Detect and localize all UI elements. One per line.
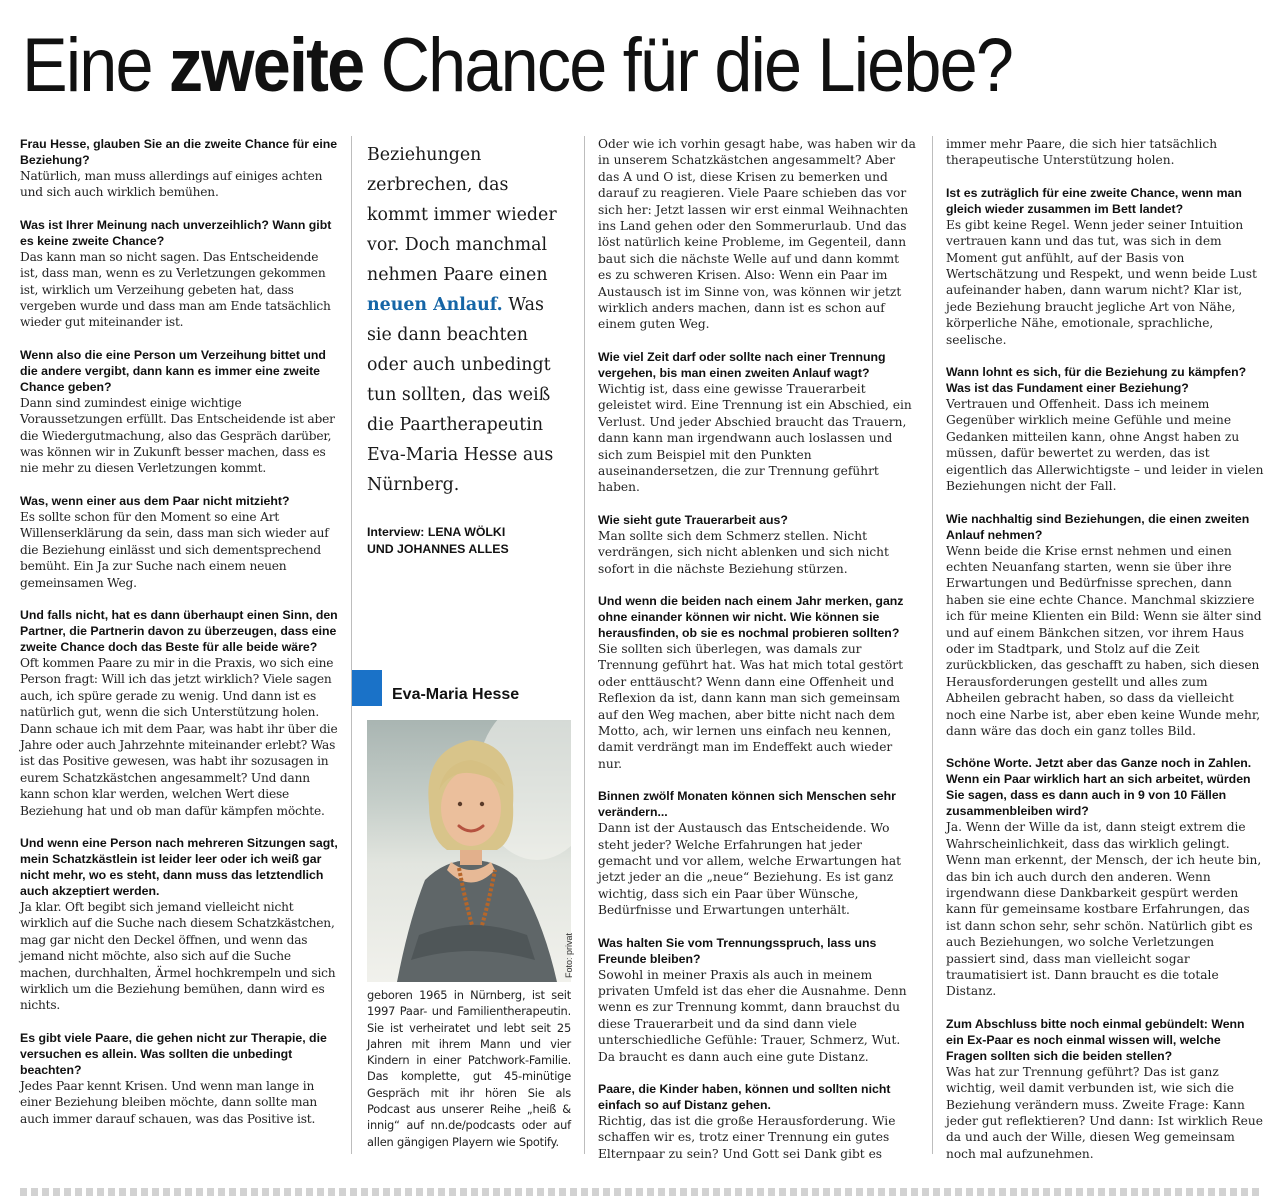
column-divider: [584, 136, 585, 1154]
interview-question: Was ist Ihrer Meinung nach unverzeihlich? Wann gibt es keine zweite Chance?: [20, 217, 332, 248]
interview-answer: Sie sollten sich überlegen, was damals zur Trennung geführt hat. Was hat mich total gestört oder enttäuscht? Wenn dann eine Offenheit und Reflexion da ist, dann kann man sich gemeinsam auf den Weg machen, aber bitte nicht nach dem Motto, ach, wir lernen uns einfach neu kennen, damit verdrängt man im Endeffekt auch wieder nur.: [598, 641, 903, 771]
headline: [22, 18, 1138, 114]
interview-question: Wenn also die eine Person um Verzeihung bittet und die andere vergibt, dann kann es immer eine zweite Chance geben?: [20, 347, 326, 394]
interview-answer: Wenn beide die Krise ernst nehmen und einen echten Neuanfang starten, wenn sie über ihre Erwartungen und Bedürfnisse sprechen, dann haben sie eine echte Chance. Manchmal skizziere ich für meine Klienten ein Bild: Wenn sie älter sind und auf einem Bänkchen sitzen, vor ihrem Haus oder im Stadtpark, und Stolz auf die Zeit zurückblicken, das geschafft zu haben, sich diesen Herausforderungen gestellt und alles zum Abheilen gebracht haben, so dass da vielleicht noch eine Narbe ist, aber eben keine Wunde mehr, dann wäre das doch ein ganz tolles Bild.: [946, 543, 1262, 738]
photo-credit: Foto: privat: [564, 932, 574, 978]
article-column-3: [598, 136, 916, 1178]
credit-line-2: UND JOHANNES ALLES: [367, 542, 509, 556]
interview-question: Und falls nicht, hat es dann überhaupt einen Sinn, den Partner, die Partnerin davon zu überzeugen, dass eine zweite Chance doch das Beste für alle beide wäre?: [20, 607, 338, 654]
credit-line-1: Interview: LENA WÖLKI: [367, 525, 506, 539]
cut-off-text-line: [20, 1188, 1260, 1196]
interview-answer: Man sollte sich dem Schmerz stellen. Nicht verdrängen, sich nicht ablenken und sich nicht sofort in die nächste Beziehung stürzen.: [598, 528, 889, 576]
interview-question: Es gibt viele Paare, die gehen nicht zur Therapie, die versuchen es allein. Was sollten die unbedingt beachten?: [20, 1030, 327, 1077]
interview-question: Paare, die Kinder haben, können und sollten nicht einfach so auf Distanz gehen.: [598, 1082, 891, 1113]
interview-answer: Richtig, das ist die große Herausforderung. Wie schaffen wir es, trotz einer Trennung ein gutes Elternpaar zu sein? Und Gott sei Dank gibt es: [598, 1114, 896, 1161]
interview-question: Was, wenn einer aus dem Paar nicht mitzieht?: [20, 493, 290, 508]
portrait-illustration: [367, 720, 571, 982]
interview-answer: Sowohl in meiner Praxis als auch in meinem privaten Umfeld ist das eher die Ausnahme. Denn wenn es zur Trennung kommt, dann brauchst du diese Trauerarbeit und da sind dann viele unterschiedliche Gefühle: Trauer, Schmerz, Wut. Da braucht es dann auch eine gute Distanz.: [598, 967, 907, 1064]
column-divider: [932, 136, 933, 1154]
intro-text-end: Was sie dann beachten oder auch unbedingt tun sollten, das weiß die Paartherapeutin Eva-Maria Hesse aus Nürnberg.: [367, 295, 554, 495]
interview-answer: Oder wie ich vorhin gesagt habe, was haben wir da in unserem Schatzkästchen angesammelt? Aber das A und O ist, diese Krisen zu bemerken und darauf zu reagieren. Viele Paare schieben das vor sich her: Jetzt lassen wir erst einmal Weihnachten ins Land gehen oder den Sommerurlaub. Und das löst natürlich keine Probleme, im Gegenteil, dann baut sich die nächste Welle auf und dann kommt es zu schweren Krisen. Also: Wenn ein Paar im Austausch ist im Sinne von, was können wir jetzt wirklich anders machen, dann ist es schon auf einem guten Weg.: [598, 137, 916, 332]
intro-text-start: Beziehungen zerbrechen, das kommt immer wieder vor. Doch manchmal nehmen Paare einen: [367, 145, 557, 285]
interview-question: Schöne Worte. Jetzt aber das Ganze noch in Zahlen. Wenn ein Paar wirklich hart an sich arbeitet, würden Sie sagen, dass es dann auch in 9 von 10 Fällen zusammenbleiben wird?: [946, 756, 1252, 819]
interview-question: Wann lohnt es sich, für die Beziehung zu kämpfen? Was ist das Fundament einer Beziehung?: [946, 365, 1247, 396]
interview-answer: Natürlich, man muss allerdings auf einiges achten und sich auch wirklich bemühen.: [20, 169, 323, 200]
interview-question: Wie sieht gute Trauerarbeit aus?: [598, 512, 788, 527]
intro-teaser: [367, 140, 572, 500]
interview-question: Zum Abschluss bitte noch einmal gebündelt: Wenn ein Ex-Paar es noch einmal wissen will, welche Fragen sollten sich die beiden stellen?: [946, 1016, 1245, 1063]
profile-name: Eva-Maria Hesse: [392, 686, 520, 703]
interview-question: Binnen zwölf Monaten können sich Menschen sehr verändern...: [598, 789, 896, 820]
interview-answer: Es gibt keine Regel. Wenn jeder seiner Intuition vertrauen kann und das tut, was sich in dem Moment gut anfühlt, auf der Basis von Wertschätzung und Respekt, und wenn beide Lust aufeinander haben, dann warum nicht? Klar ist, jede Beziehung braucht jegliche Art von Nähe, körperliche Nähe, emotionale, sprachliche, seelische.: [946, 217, 1257, 347]
accent-marker: [352, 670, 382, 706]
portrait-photo: [367, 720, 571, 982]
interview-answer: Ja. Wenn der Wille da ist, dann steigt extrem die Wahrscheinlichkeit, dass das wirklich gelingt. Wenn man erkennt, der Mensch, der ich heute bin, das bin ich auch durch den anderen. Wenn irgendwann diese Dankbarkeit gespürt werden kann für gemeinsame kostbare Erfahrungen, das ist dann schon sehr, sehr schön. Natürlich gibt es auch Beziehungen, wo solche Verletzungen passiert sind, dass man vielleicht sogar traumatisiert ist. Dann braucht es die totale Distanz.: [946, 820, 1262, 999]
interview-answer: Vertrauen und Offenheit. Dass ich meinem Gegenüber wirklich meine Gefühle und meine Gedanken mitteilen kann, ohne Angst haben zu müssen, dafür bewertet zu werden, das ist eigentlich das Allerwichtigste – und leider in vielen Beziehungen nicht der Fall.: [946, 397, 1264, 494]
profile-bio: geboren 1965 in Nürnberg, ist seit 1997 Paar- und Familientherapeutin. Sie ist verheiratet und lebt seit 25 Jahren mit ihrem Mann und vier Kindern in einer Patchwork-Familie. Das komplette, gut 45-minütige Gespräch mit ihr hören Sie als Podcast aus unserer Reihe „heiß & innig“ auf nn.de/podcasts oder auf allen gängigen Playern wie Spotify.: [367, 988, 571, 1149]
interview-credit: [367, 524, 572, 558]
interview-answer: Ja klar. Oft begibt sich jemand vielleicht nicht wirklich auf die Suche nach diesem Schatzkästchen, mag gar nicht den Deckel öffnen, und wenn das jemand nicht möchte, also sich auf die Suche machen, durchhalten, Ärmel hochkrempeln und sich wirklich um die Beziehung bemühen, dann wird es nichts.: [20, 899, 336, 1013]
interview-question: Was halten Sie vom Trennungsspruch, lass uns Freunde bleiben?: [598, 935, 877, 966]
interview-answer: Wichtig ist, dass eine gewisse Trauerarbeit geleistet wird. Eine Trennung ist ein Abschied, ein Verlust. Und jeder Abschied braucht das Trauern, dann kann man irgendwann auch loslassen und sich zum Beispiel mit den Punkten auseinandersetzen, die zur Trennung geführt haben.: [598, 381, 912, 495]
interview-question: Und wenn die beiden nach einem Jahr merken, ganz ohne einander können wir nicht. Wie können sie herausfinden, ob sie es nochmal probieren sollten?: [598, 593, 904, 640]
article-column-1: [20, 136, 338, 1143]
headline-part-2: Chance für die Liebe?: [363, 23, 1013, 108]
headline-part-1: Eine: [22, 23, 169, 108]
interview-question: Frau Hesse, glauben Sie an die zweite Chance für eine Beziehung?: [20, 137, 338, 167]
interview-answer: Oft kommen Paare zu mir in die Praxis, wo sich eine Person fragt: Will ich das jetzt wirklich? Viele sagen auch, ich spüre gerade zu wenig. Und dann ist es natürlich gut, wenn die sich Unterstützung holen. Dann schaue ich mit dem Paar, was habt ihr über die Jahre oder auch Jahrzehnte miteinander erlebt? Was ist das Positive gewesen, was habt ihr sozusagen in eurem Schatzkästchen angesammelt? Und dann kann schon klar werden, welchen Wert diese Beziehung hat und ob man dafür kämpfen möchte.: [20, 655, 338, 818]
intro-highlight: neuen Anlauf.: [367, 295, 503, 315]
interview-answer: Dann sind zumindest einige wichtige Voraussetzungen erfüllt. Das Entscheidende ist aber die Wiedergutmachung, also das Gespräch darüber, was können wir in Zukunft besser machen, dass es nie mehr zu diesen Verletzungen kommt.: [20, 395, 335, 476]
interview-answer: Jedes Paar kennt Krisen. Und wenn man lange in einer Beziehung bleiben möchte, dann sollte man auch immer darauf schauen, was das Positive ist.: [20, 1078, 318, 1126]
interview-question: Ist es zuträglich für eine zweite Chance, wenn man gleich wieder zusammen im Bett landet?: [946, 185, 1242, 216]
column-divider: [351, 136, 352, 1154]
interview-question: Wie viel Zeit darf oder sollte nach einer Trennung vergehen, bis man einen zweiten Anlauf wagt?: [598, 349, 886, 380]
interview-answer: Dann ist der Austausch das Entscheidende. Wo steht jeder? Welche Erfahrungen hat jeder gemacht und vor allem, welche Erwartungen hat jetzt jeder an die „neue“ Beziehung. Es ist ganz wichtig, dass sich ein Paar über Wünsche, Bedürfnisse und Erwartungen unterhält.: [598, 821, 902, 918]
interview-answer: immer mehr Paare, die sich hier tatsächlich therapeutische Unterstützung holen.: [946, 137, 1218, 168]
interview-question: Und wenn eine Person nach mehreren Sitzungen sagt, mein Schatzkästlein ist leider leer oder ich weiß gar nicht mehr, wo es steht, dann muss das letztendlich auch akzeptiert werden.: [20, 835, 338, 898]
interview-question: Wie nachhaltig sind Beziehungen, die einen zweiten Anlauf nehmen?: [946, 511, 1250, 542]
interview-answer: Das kann man so nicht sagen. Das Entscheidende ist, dass man, wenn es zu Verletzungen gekommen ist, wirklich um Verzeihung gebeten hat, dass vergeben wurde und dass man am Ende tatsächlich wieder gut miteinander ist.: [20, 249, 331, 330]
headline-bold-word: zweite: [168, 23, 364, 108]
interview-answer: Es sollte schon für den Moment so eine Art Willenserklärung da sein, dass man sich wieder auf die Beziehung einlässt und sich dementsprechend bemüht. Ein Ja zur Suche nach einem neuen gemeinsamen Weg.: [20, 509, 329, 590]
interview-answer: Was hat zur Trennung geführt? Das ist ganz wichtig, weil damit verbunden ist, wie sich die Beziehung verändern muss. Zweite Frage: Kann jeder gut reflektieren? Und dann: Ist wirklich Reue da und auch der Wille, diesen Weg gemeinsam noch mal aufzunehmen.: [946, 1064, 1263, 1161]
article-column-4: [946, 136, 1264, 1178]
